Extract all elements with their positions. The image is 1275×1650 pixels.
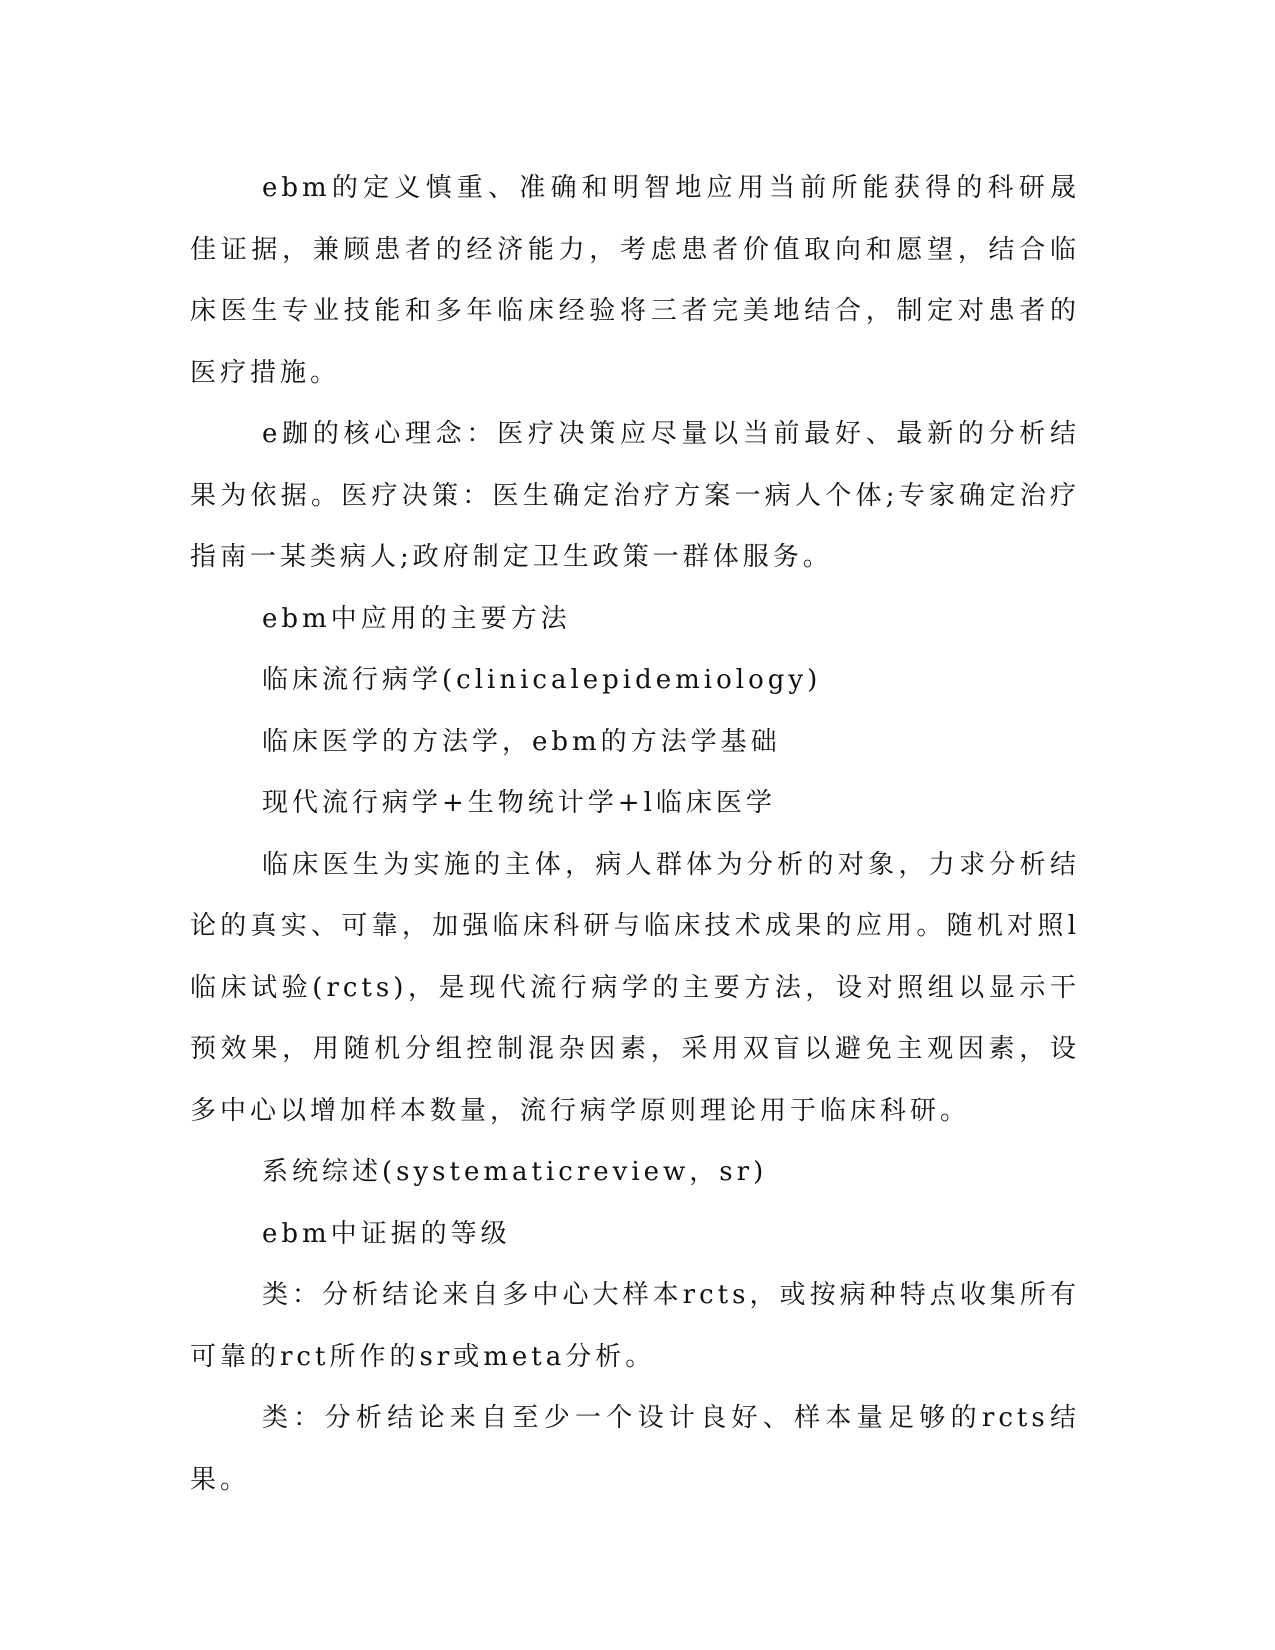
document-body [190,158,1080,1511]
paragraph-formula: 现代流行病学+生物统计学+l临床医学 [262,788,776,818]
heading-clinical-epidemiology: 临床流行病学(clinicalepidemiology) [262,665,822,695]
heading-evidence-levels: ebm中证据的等级 [262,1218,511,1249]
paragraph-level-class-1: 类：分析结论来自多中心大样本rcts，或按病种特点收集所有可靠的rct所作的sr或meta分析。 [190,1280,1080,1372]
paragraph-clinical-practice: 临床医生为实施的主体，病人群体为分析的对象，力求分析结论的真实、可靠，加强临床科研与临床技术成果的应用。随机对照l临床试验(rcts)，是现代流行病学的主要方法，设对照组以显示干预效果，用随机分组控制混杂因素，采用双盲以避免主观因素，设多中心以增加样本数量，流行病学原则理论用于临床科研。 [190,849,1080,1126]
heading-main-methods: ebm中应用的主要方法 [262,603,571,634]
paragraph-methodology: 临床医学的方法学，ebm的方法学基础 [262,726,781,757]
heading-systematic-review: 系统综述(systematicreview，sr) [262,1157,768,1187]
paragraph-core-concept: e跏的核心理念：医疗决策应尽量以当前最好、最新的分析结果为依据。医疗决策：医生确定治疗方案一病人个体;专家确定治疗指南一某类病人;政府制定卫生政策一群体服务。 [190,419,1080,572]
paragraph-ebm-definition: ebm的定义慎重、准确和明智地应用当前所能获得的科研晟佳证据，兼顾患者的经济能力，考虑患者价值取向和愿望，结合临床医生专业技能和多年临床经验将三者完美地结合，制定对患者的医疗措施。 [190,173,1080,388]
paragraph-level-class-2: 类：分析结论来自至少一个设计良好、样本量足够的rcts结果。 [190,1403,1080,1495]
